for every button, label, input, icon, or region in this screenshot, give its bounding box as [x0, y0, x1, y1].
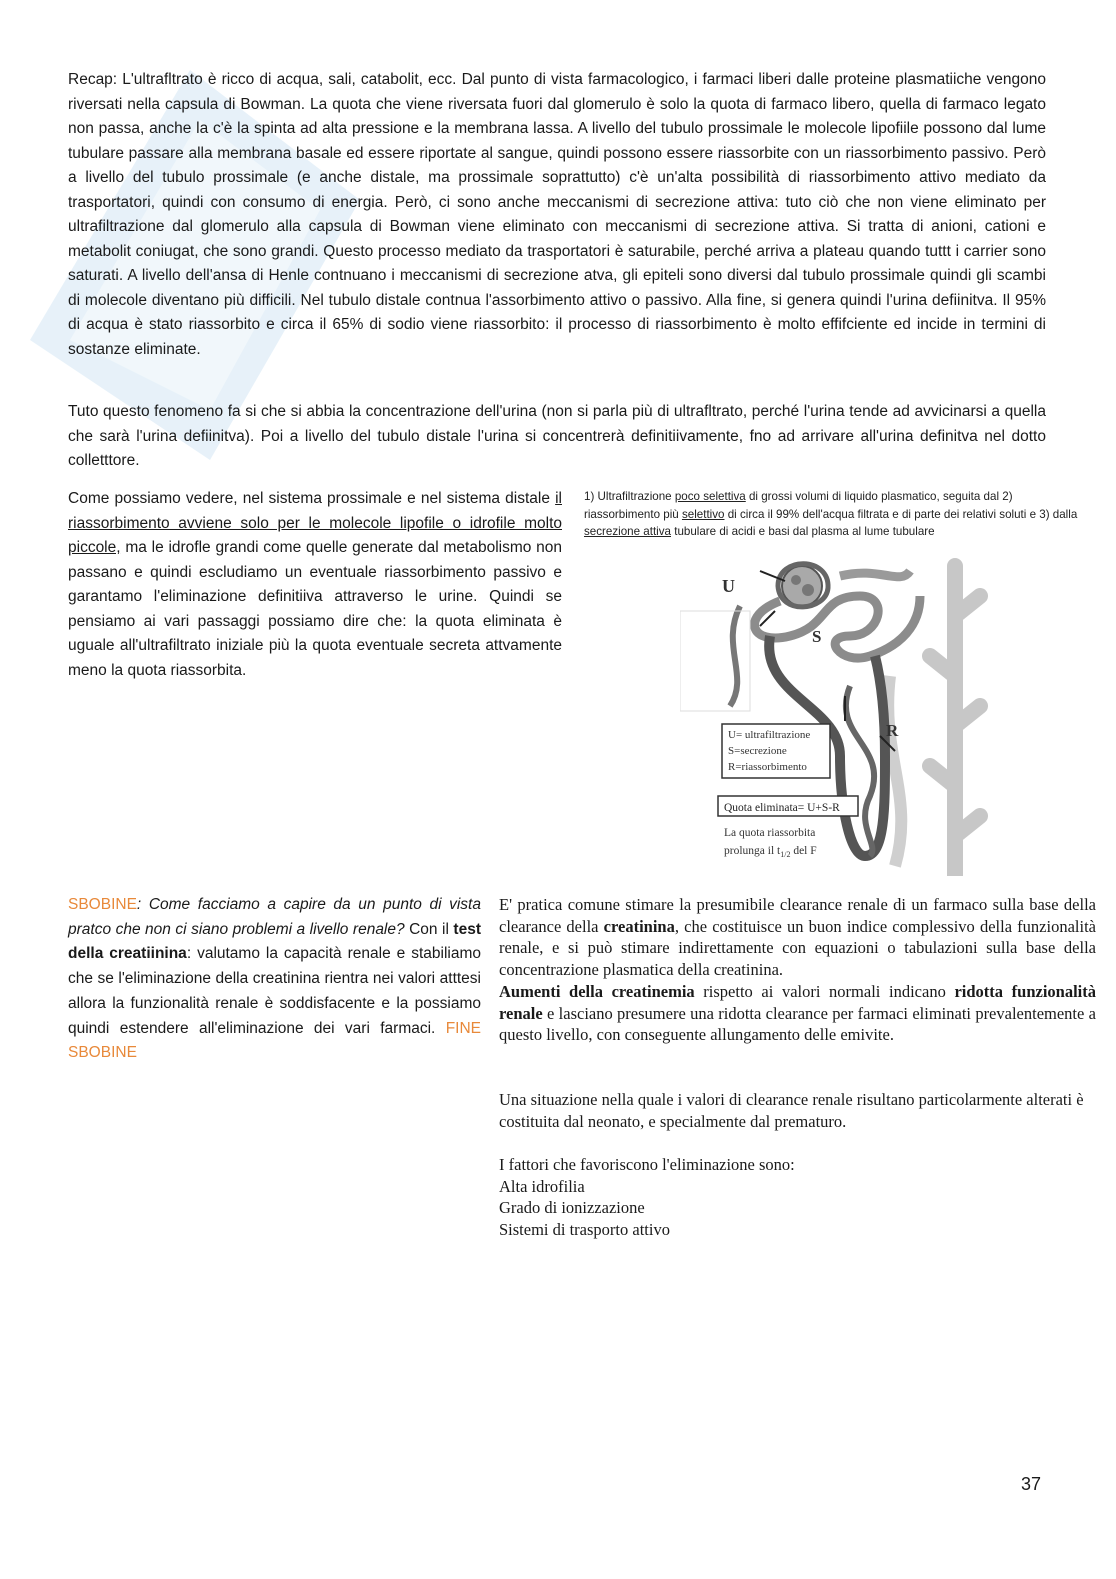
factors-title: I fattori che favoriscono l'eliminazione sono:: [499, 1155, 795, 1174]
page-number: 37: [1021, 1474, 1042, 1494]
formula-text: Quota eliminata= U+S-R: [724, 802, 840, 814]
label-s: S: [812, 627, 822, 646]
sbobine-paragraph: SBOBINE: Come facciamo a capire da un punto di vista pratco che non ci siano problemi a livello renale? Con il test della creatiinina: valutamo la capacità renale e stabiliamo che se l'eliminazione della creatinina rientra nei valori atttesi allora la funzionalità renale è soddisfacente e la possiamo quindi estendere all'eliminazione dei vari farmaci. FINE SBOBINE: [68, 896, 481, 1062]
vasa-recta: [888, 676, 901, 866]
neonate-paragraph: Una situazione nella quale i valori di clearance renale risultano particolarmente alterati è costituita dal neonato, e specialmente dal prematuro.: [499, 1090, 1084, 1131]
elimination-factors: [499, 1154, 1096, 1241]
factor-item: Sistemi di trasporto attivo: [499, 1220, 670, 1240]
legend-reabsorption: R=riassorbimento: [728, 761, 807, 773]
factor-item: Grado di ionizzazione: [499, 1198, 645, 1218]
recap-paragraph: Recap: L'ultrafltrato è ricco di acqua, sali, catabolit, ecc. Dal punto di vista farmacologico, i farmaci liberi dalle proteine plasmatiiche vengono riversati nella capsula di Bowman. La quota che viene riversata fuori dal glomerulo è solo la quota di farmaco libero, quella di farmaco legato non passa, anche la c'è la spinta ad alta pressione e la membrana lassa. A livello del tubulo prossimale le molecole lipofiile possono dal lume tubulare passare alla membrana basale ed essere riportate al sangue, quindi possono essere riassorbite con un riassorbimento passivo. Però a livello del tubulo prossimale (e anche distale, ma prossimale soprattutto) c'è un'alta possibilità di riassorbimento attivo mediato da trasportatori, quindi con consumo di energia. Però, ci sono anche meccanismi di secrezione attiva: tuto ciò che non viene eliminato per ultrafiltrazione dal glomerulo alla capsula di Bowman viene eliminato con meccanismi di secrezione attiva. Si tratta di anioni, cationi e metabolit coniugat, che sono grandi. Questo processo mediato da trasportatori è saturabile, perché arriva a plateau quando tuttt i carrier sono saturati. A livello dell'ansa di Henle contnuano i meccanismi di secrezione atva, gli epiteli sono diversi dal tubulo prossimale quindi gli scambi di molecole diventano più difficili. Nel tubulo distale contnua l'assorbimento attivo o passivo. Alla fine, si genera quindi l'urina defiinitva. Il 95% di acqua è stato riassorbito e circa il 65% di sodio viene riassorbito: il processo di riassorbimento è molto effifciente ed incide in termini di sostanze eliminate.: [68, 71, 1046, 358]
urine-concentration-paragraph: Tuto questo fenomeno fa si che si abbia la concentrazione dell'urina (non si parla più di ultrafltrato, perché l'urina tende ad avvicinarsi a quella che sarà l'urina defiinitva). Poi a livello del tubulo distale l'urina si concentrerà definitiivamente, fno ad arrivare all'urina definitva nel dotto colletttore.: [68, 403, 1046, 469]
factor-item: Alta idrofilia: [499, 1176, 585, 1196]
nephron-diagram: [680, 556, 990, 876]
glomerulus: [782, 566, 822, 606]
note-line-2: prolunga il $t_{1/2}$ del F: [724, 845, 817, 859]
legend-ultrafiltration: U= ultrafiltrazione: [728, 729, 811, 741]
proximal-tubule: [755, 596, 920, 658]
note-line-1: La quota riassorbita: [724, 827, 816, 839]
figure-caption: 1) Ultrafiltrazione poco selettiva di grossi volumi di liquido plasmatico, seguita dal 2) riassorbimento più selettivo di circa il 99% dell'acqua filtrata e di parte dei relativi soluti e 3) dalla secrezione attiva tubulare di acidi e basi dal plasma al lume tubulare: [584, 490, 1078, 538]
sbobine-end-marker: FINE SBOBINE: [68, 1019, 481, 1062]
label-r: R: [886, 721, 899, 740]
sbobine-start-marker: SBOBINE: [68, 896, 137, 913]
reabsorption-paragraph: Come possiamo vedere, nel sistema prossimale e nel sistema distale il riassorbimento avviene solo per le molecole lipofile o idrofile molto piccole, ma le idrofle grandi come quelle generate dal metabolismo non passano e quindi escludiamo un eventuale riassorbimento passivo e garantamo l'eliminazione definitiiva attraverso le urine. Quindi se pensiamo ai vari passaggi possiamo dire che: la quota eliminata è uguale all'ultrafiltrato iniziale più la quota eventuale secreta attvamente meno la quota riassorbita.: [68, 490, 562, 679]
clearance-paragraph: E' pratica comune stimare la presumibile clearance renale di un farmaco sulla base della clearance della creatinina, che costituisce un buon indice complessivo della funzionalità renale, e si può stimare indirettamente con equazioni o tabulazioni sulla base della concentrazione plasmatica della creatinina. Aumenti della creatinemia rispetto ai valori normali indicano ridotta funzionalità renale e lasciano presumere una ridotta clearance per farmaci eliminati prevalentemente a questo livello, con conseguente allungamento delle emivite.: [499, 895, 1096, 1045]
legend-secretion: S=secrezione: [728, 745, 787, 757]
blood-vessel: [930, 566, 980, 876]
label-u: U: [722, 576, 735, 596]
